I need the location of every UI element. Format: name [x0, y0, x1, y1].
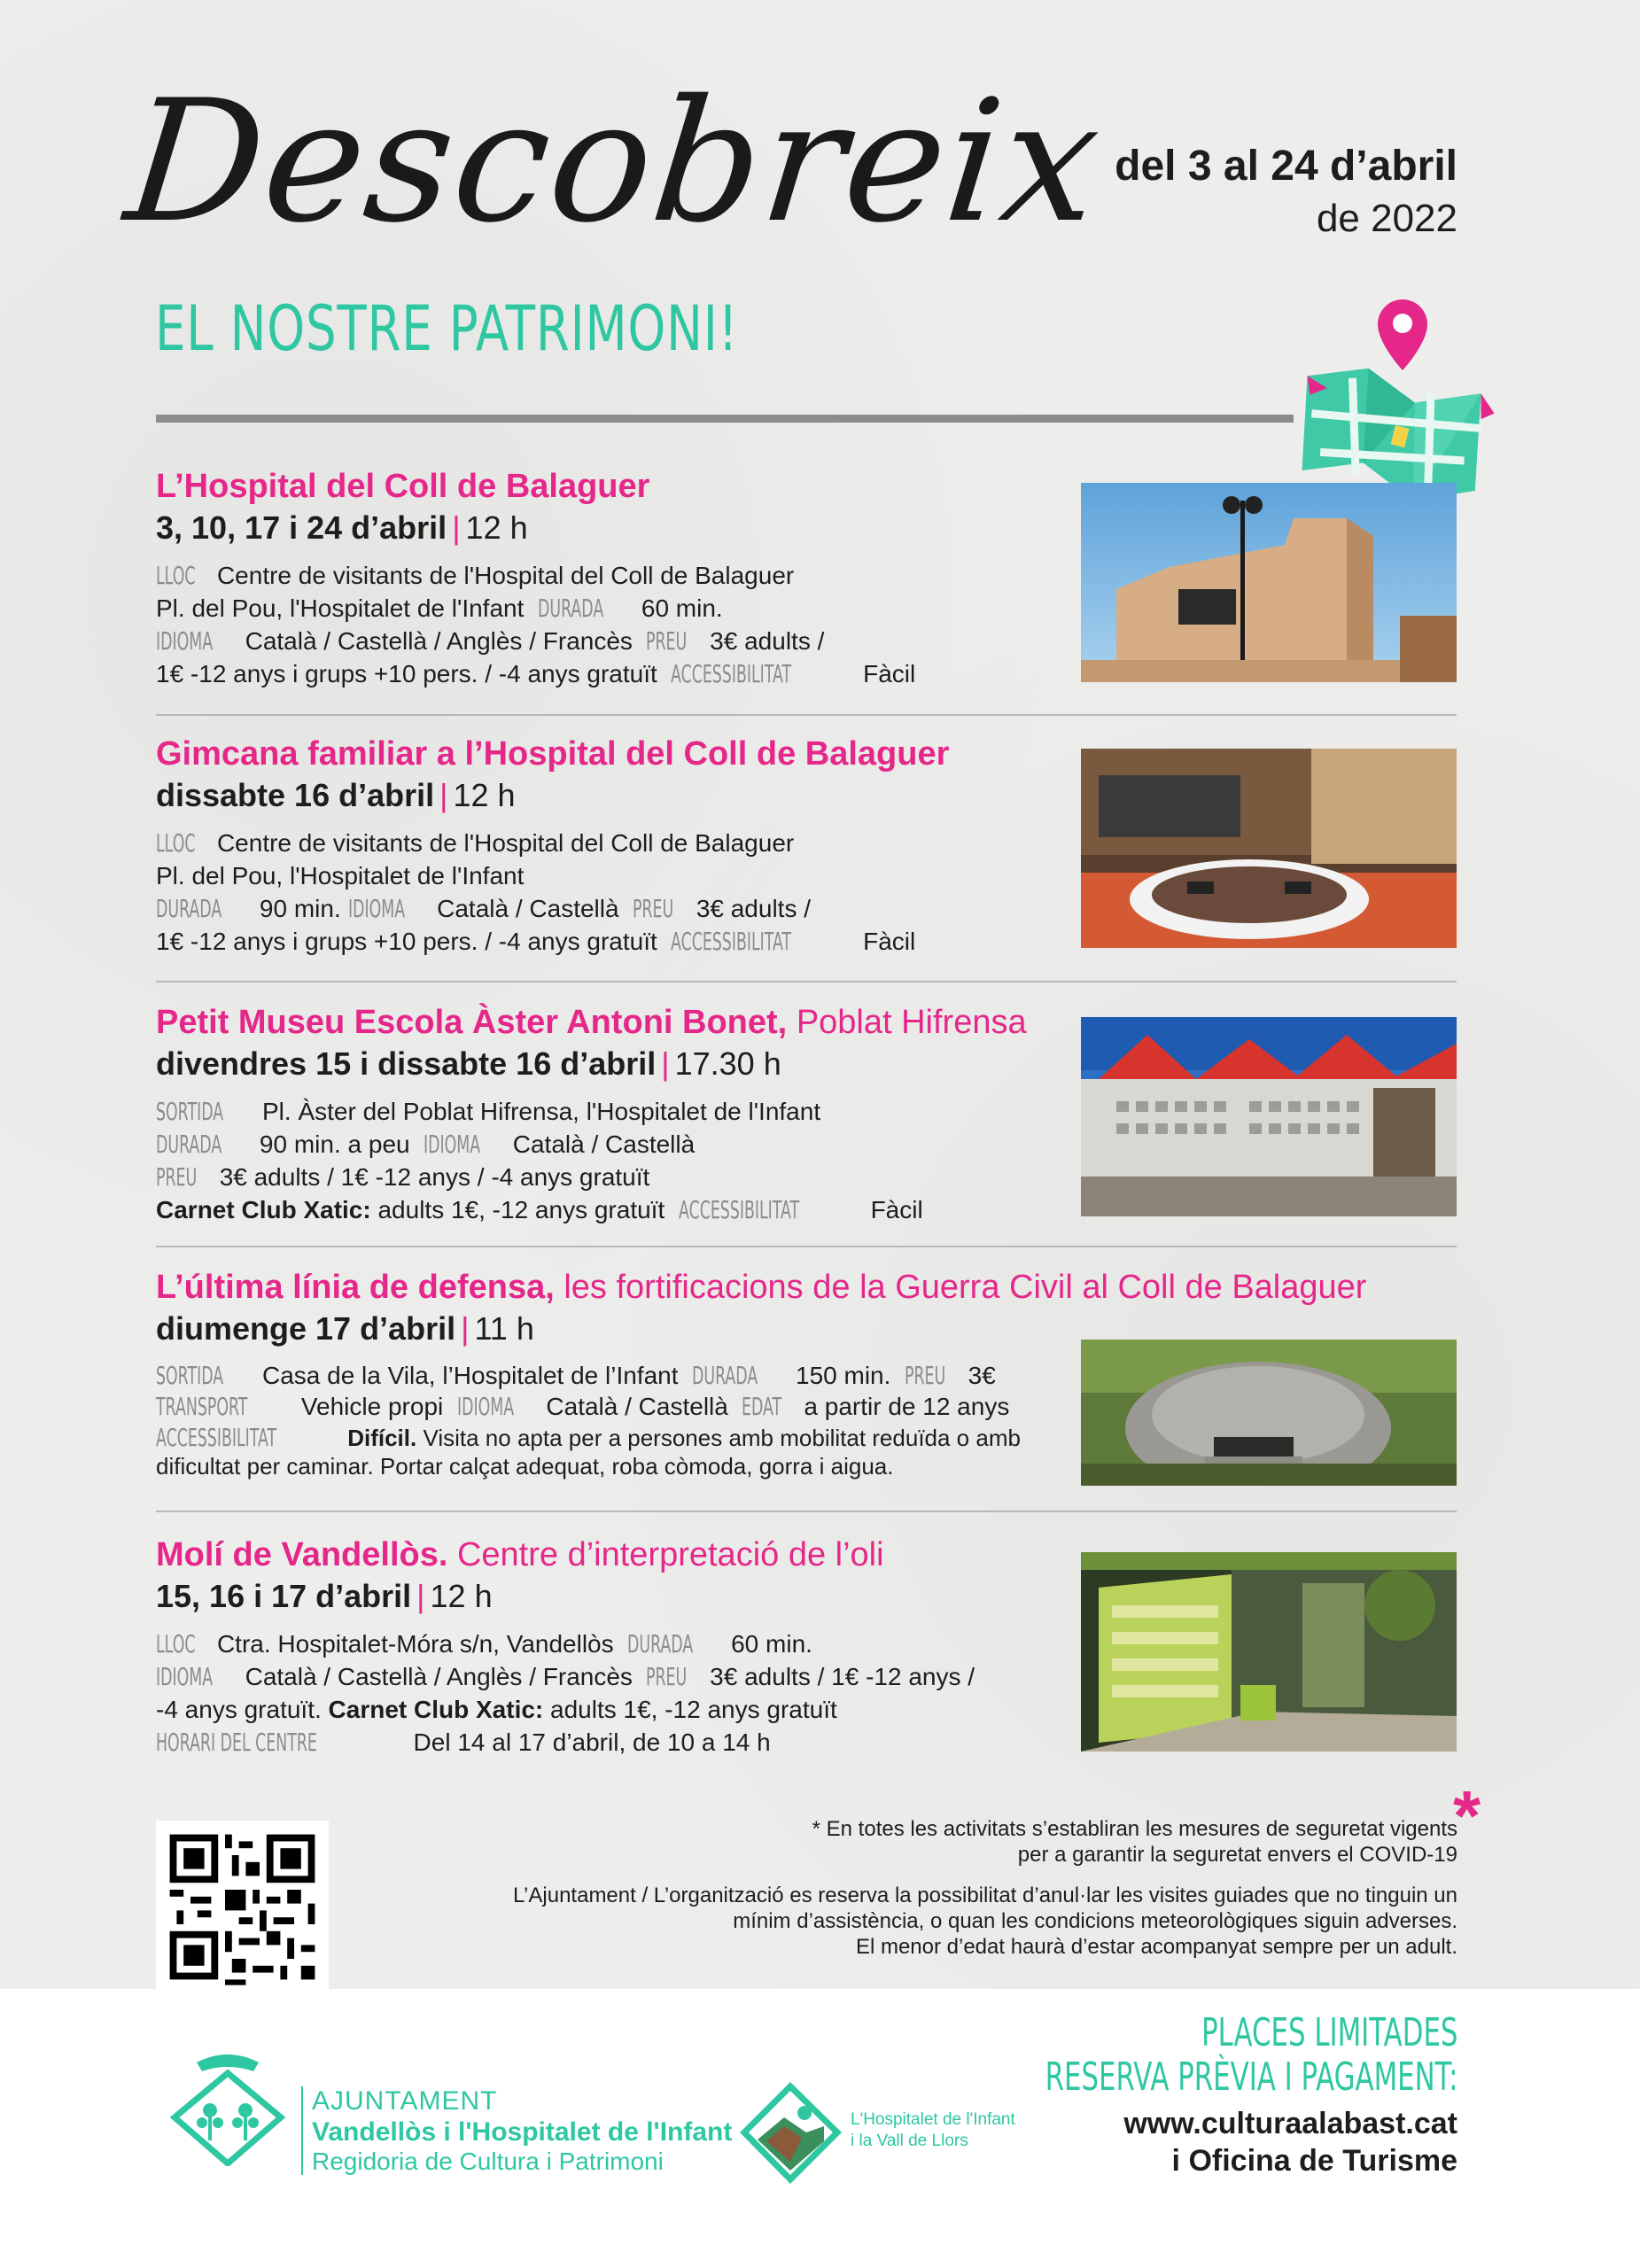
club-label: Carnet Club Xatic:	[328, 1696, 544, 1723]
detail-text: Fàcil	[863, 928, 916, 955]
town-line2: i la Vall de Llors	[851, 2132, 968, 2150]
event-when: diumenge 17 d’abril | 11 h	[156, 1310, 534, 1347]
event-time: 12 h	[430, 1578, 493, 1614]
label-durada: DURADA	[156, 1130, 222, 1159]
event-title	[156, 1269, 1458, 1307]
event-details	[156, 1095, 1042, 1226]
detail-text: Pl. del Pou, l'Hospitalet de l'Infant	[156, 862, 525, 889]
disclaimer-notes	[439, 1883, 1457, 1960]
event-dates: dissabte 16 d’abril	[156, 777, 435, 813]
detail-text: Pl. del Pou, l'Hospitalet de l'Infant	[156, 594, 525, 622]
photo-moli	[1081, 1552, 1457, 1751]
event-dates: divendres 15 i dissabte 16 d’abril	[156, 1045, 657, 1082]
booking-required: RESERVA PRÈVIA I PAGAMENT:	[1045, 2054, 1457, 2100]
detail-text: 60 min.	[641, 594, 723, 622]
label-accessibilitat: ACCESSIBILITAT	[671, 927, 792, 956]
town-crest-icon	[170, 2047, 285, 2166]
detail-text: Vehicle propi	[300, 1393, 444, 1420]
label-durada: DURADA	[692, 1361, 758, 1390]
detail-text: 3€ adults /	[696, 895, 812, 922]
detail-text: Català / Castellà	[512, 1130, 696, 1158]
event-time: 11 h	[474, 1310, 534, 1347]
label-idioma: IDIOMA	[456, 1392, 514, 1421]
detail-text: a partir de 12 anys	[804, 1393, 1010, 1420]
event-when: dissabte 16 d’abril | 12 h	[156, 777, 516, 813]
town-logo-icon	[735, 2078, 846, 2188]
event-title-light: Poblat Hifrensa	[796, 1004, 1027, 1041]
event-title-main: Petit Museu Escola Àster Antoni Bonet,	[156, 1004, 788, 1041]
date-year: de 2022	[1316, 197, 1457, 240]
detail-text: 90 min. a peu	[259, 1130, 410, 1158]
event-time: 12 h	[465, 509, 528, 546]
event-details	[156, 827, 1042, 958]
detail-text: Fàcil	[870, 1196, 923, 1223]
detail-text: Català / Castellà	[437, 895, 619, 922]
asterisk-mark: *	[1453, 1776, 1481, 1855]
header-rule	[156, 415, 1294, 423]
event-title: L’Hospital del Coll de Balaguer	[156, 468, 650, 505]
detail-text: Ctra. Hospitalet-Móra s/n, Vandellòs	[216, 1630, 614, 1658]
detail-text: 1€ -12 anys i grups +10 pers. / -4 anys gratuït	[156, 660, 657, 687]
event-details	[156, 559, 1042, 690]
detail-text: 150 min.	[796, 1362, 891, 1389]
label-preu: PREU	[646, 1662, 688, 1691]
detail-text: 3€ adults /	[710, 627, 825, 655]
label-idioma: IDIOMA	[156, 626, 214, 656]
event-time: 12 h	[453, 777, 516, 813]
photo-bunker	[1081, 1340, 1457, 1486]
poster-title: Descobreix	[118, 64, 1110, 260]
label-transport: TRANSPORT	[156, 1392, 248, 1421]
detail-text: 90 min.	[259, 895, 341, 922]
event-title: Gimcana familiar a l’Hospital del Coll de Balaguer	[156, 735, 950, 773]
detail-text: Visita no apta per a persones amb mobilitat reduïda o amb	[423, 1425, 1021, 1451]
label-idioma: IDIOMA	[156, 1662, 214, 1691]
event-title-light: les fortificacions de la Guerra Civil al Coll de Balaguer	[564, 1269, 1367, 1306]
label-durada: DURADA	[627, 1629, 694, 1658]
event-when: 15, 16 i 17 d’abril | 12 h	[156, 1578, 493, 1614]
label-edat: EDAT	[742, 1392, 782, 1421]
date-range: del 3 al 24 d’abril	[1115, 143, 1457, 190]
detail-text: Català / Castellà	[546, 1393, 728, 1420]
divider	[156, 1246, 1457, 1247]
label-durada: DURADA	[537, 594, 604, 623]
event-time: 17.30 h	[674, 1045, 781, 1082]
label-lloc: LLOC	[156, 561, 196, 590]
photo-hospital	[1081, 483, 1457, 682]
detail-text: -4 anys gratuït.	[156, 1696, 322, 1723]
tourism-office: i Oficina de Turisme	[1171, 2144, 1457, 2178]
label-accessibilitat: ACCESSIBILITAT	[678, 1195, 799, 1224]
map-pin-icon	[1289, 292, 1502, 496]
label-preu: PREU	[646, 626, 688, 656]
divider	[156, 981, 1457, 983]
label-durada: DURADA	[156, 894, 222, 923]
label-sortida: SORTIDA	[156, 1097, 224, 1126]
event-when: divendres 15 i dissabte 16 d’abril | 17.30 h	[156, 1045, 781, 1082]
divider	[156, 1511, 1457, 1512]
note-line: L’Ajuntament / L’organització es reserva la possibilitat d’anul·lar les visites guiades que no tinguin un	[513, 1884, 1457, 1907]
event-dates: 15, 16 i 17 d’abril	[156, 1578, 412, 1614]
note-line: mínim d’assistència, o quan les condicions meteorològiques siguin adverses.	[733, 1909, 1457, 1933]
difficulty: Difícil.	[347, 1425, 417, 1451]
detail-text: adults 1€, -12 anys gratuït	[550, 1696, 837, 1723]
detail-text: 3€	[968, 1362, 996, 1389]
detail-text: 3€ adults / 1€ -12 anys / -4 anys gratuït	[219, 1163, 650, 1191]
detail-text: Centre de visitants de l'Hospital del Coll de Balaguer	[216, 829, 795, 857]
detail-text: Centre de visitants de l'Hospital del Coll de Balaguer	[216, 562, 795, 589]
detail-text: adults 1€, -12 anys gratuït	[377, 1196, 665, 1223]
note-line: El menor d’edat haurà d’estar acompanyat sempre per un adult.	[855, 1935, 1457, 1959]
places-limited: PLACES LIMITADES	[1201, 2010, 1457, 2055]
town-line1: L'Hospitalet de l'Infant	[851, 2110, 1015, 2129]
org-line3: Regidoria de Cultura i Patrimoni	[312, 2148, 664, 2175]
org-line1: AJUNTAMENT	[312, 2086, 498, 2116]
club-label: Carnet Club Xatic:	[156, 1196, 371, 1223]
photo-gimcana	[1081, 749, 1457, 948]
detail-text: 60 min.	[731, 1630, 812, 1658]
event-title-light: Centre d’interpretació de l’oli	[456, 1536, 884, 1573]
org-divider	[301, 2086, 303, 2175]
label-preu: PREU	[633, 894, 674, 923]
note-line: * En totes les activitats s’establiran les mesures de seguretat vigents	[812, 1817, 1457, 1841]
event-when: 3, 10, 17 i 24 d’abril | 12 h	[156, 509, 528, 546]
event-dates: 3, 10, 17 i 24 d’abril	[156, 509, 447, 546]
qr-code-icon[interactable]	[156, 1821, 329, 1993]
detail-text: Casa de la Vila, l’Hospitalet de l’Infant	[261, 1362, 679, 1389]
detail-text: Fàcil	[863, 660, 916, 687]
detail-text: Pl. Àster del Poblat Hifrensa, l'Hospitalet de l'Infant	[261, 1098, 821, 1125]
covid-notes	[439, 1816, 1457, 1868]
label-idioma: IDIOMA	[424, 1130, 481, 1159]
label-sortida: SORTIDA	[156, 1361, 224, 1390]
divider	[156, 714, 1457, 716]
poster-subtitle: EL NOSTRE PATRIMONI!	[155, 292, 739, 365]
booking-info	[1045, 2011, 1457, 2100]
label-lloc: LLOC	[156, 828, 196, 858]
detail-text: Del 14 al 17 d’abril, de 10 a 14 h	[413, 1728, 771, 1756]
detail-text: 1€ -12 anys i grups +10 pers. / -4 anys gratuït	[156, 928, 657, 955]
note-line: per a garantir la seguretat envers el COVID-19	[1017, 1843, 1457, 1867]
event-title-main: L’última línia de defensa,	[156, 1269, 555, 1306]
org-line2: Vandellòs i l'Hospitalet de l'Infant	[312, 2117, 733, 2147]
label-accessibilitat: ACCESSIBILITAT	[156, 1423, 277, 1452]
label-preu: PREU	[156, 1162, 198, 1192]
website-link[interactable]: www.culturaalabast.cat	[1123, 2107, 1457, 2140]
detail-text: dificultat per caminar. Portar calçat adequat, roba còmoda, gorra i aigua.	[156, 1453, 894, 1480]
label-horari: HORARI DEL CENTRE	[156, 1728, 317, 1757]
detail-text: Català / Castellà / Anglès / Francès	[245, 627, 633, 655]
label-idioma: IDIOMA	[347, 894, 405, 923]
label-accessibilitat: ACCESSIBILITAT	[671, 659, 792, 688]
event-details	[156, 1627, 1042, 1759]
photo-museu-escola	[1081, 1017, 1457, 1216]
event-details	[156, 1360, 1042, 1479]
event-title-main: Molí de Vandellòs.	[156, 1536, 448, 1573]
event-dates: diumenge 17 d’abril	[156, 1310, 456, 1347]
detail-text: 3€ adults / 1€ -12 anys /	[710, 1663, 975, 1690]
label-lloc: LLOC	[156, 1629, 196, 1658]
label-preu: PREU	[904, 1361, 946, 1390]
detail-text: Català / Castellà / Anglès / Francès	[245, 1663, 633, 1690]
